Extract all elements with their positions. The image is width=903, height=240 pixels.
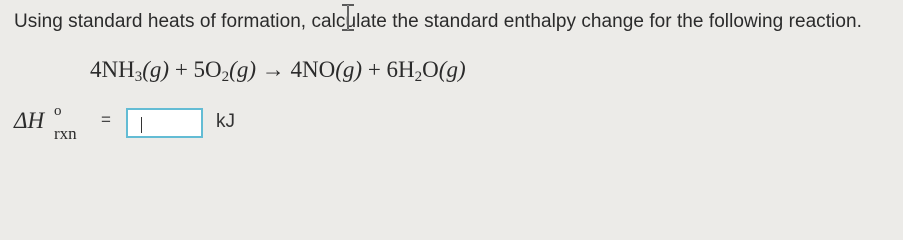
equals-sign: = <box>101 110 111 129</box>
standard-state-superscript: o <box>54 103 62 119</box>
delta-h-rxn-label <box>14 103 77 143</box>
product2-formula-h: H <box>398 57 415 82</box>
text-cursor-ibeam-icon <box>341 4 355 31</box>
product2-subscript: 2 <box>414 69 423 85</box>
reactant1-state: (g) <box>142 57 170 82</box>
question-prompt: Using standard heats of formation, calculate the standard enthalpy change for the following reaction. <box>14 11 862 32</box>
reactant2-subscript: 2 <box>221 69 230 85</box>
plus-sign: + <box>367 57 381 82</box>
product1-formula: 4NO <box>290 57 336 82</box>
product2-state: (g) <box>438 57 466 82</box>
reactant1-subscript: 3 <box>134 69 143 85</box>
delta-h-symbol: ΔH <box>14 108 45 133</box>
reaction-equation <box>90 57 466 83</box>
reactant1-coefficient: 4 <box>90 57 102 82</box>
reactant2-formula: O <box>205 57 222 82</box>
enthalpy-answer-input[interactable] <box>126 108 203 138</box>
rxn-subscript: rxn <box>54 124 77 143</box>
plus-sign: + <box>174 57 188 82</box>
product2-coefficient: 6 <box>386 57 399 82</box>
reactant1-formula: NH <box>101 57 135 82</box>
unit-label: kJ <box>216 111 235 132</box>
text-caret <box>141 117 142 133</box>
product1-state: (g) <box>335 57 363 82</box>
product2-formula-o: O <box>422 57 439 82</box>
reactant2-coefficient: 5 <box>193 57 206 82</box>
reactant2-state: (g) <box>229 57 256 82</box>
reaction-arrow: → <box>261 57 285 82</box>
answer-row <box>14 103 414 158</box>
